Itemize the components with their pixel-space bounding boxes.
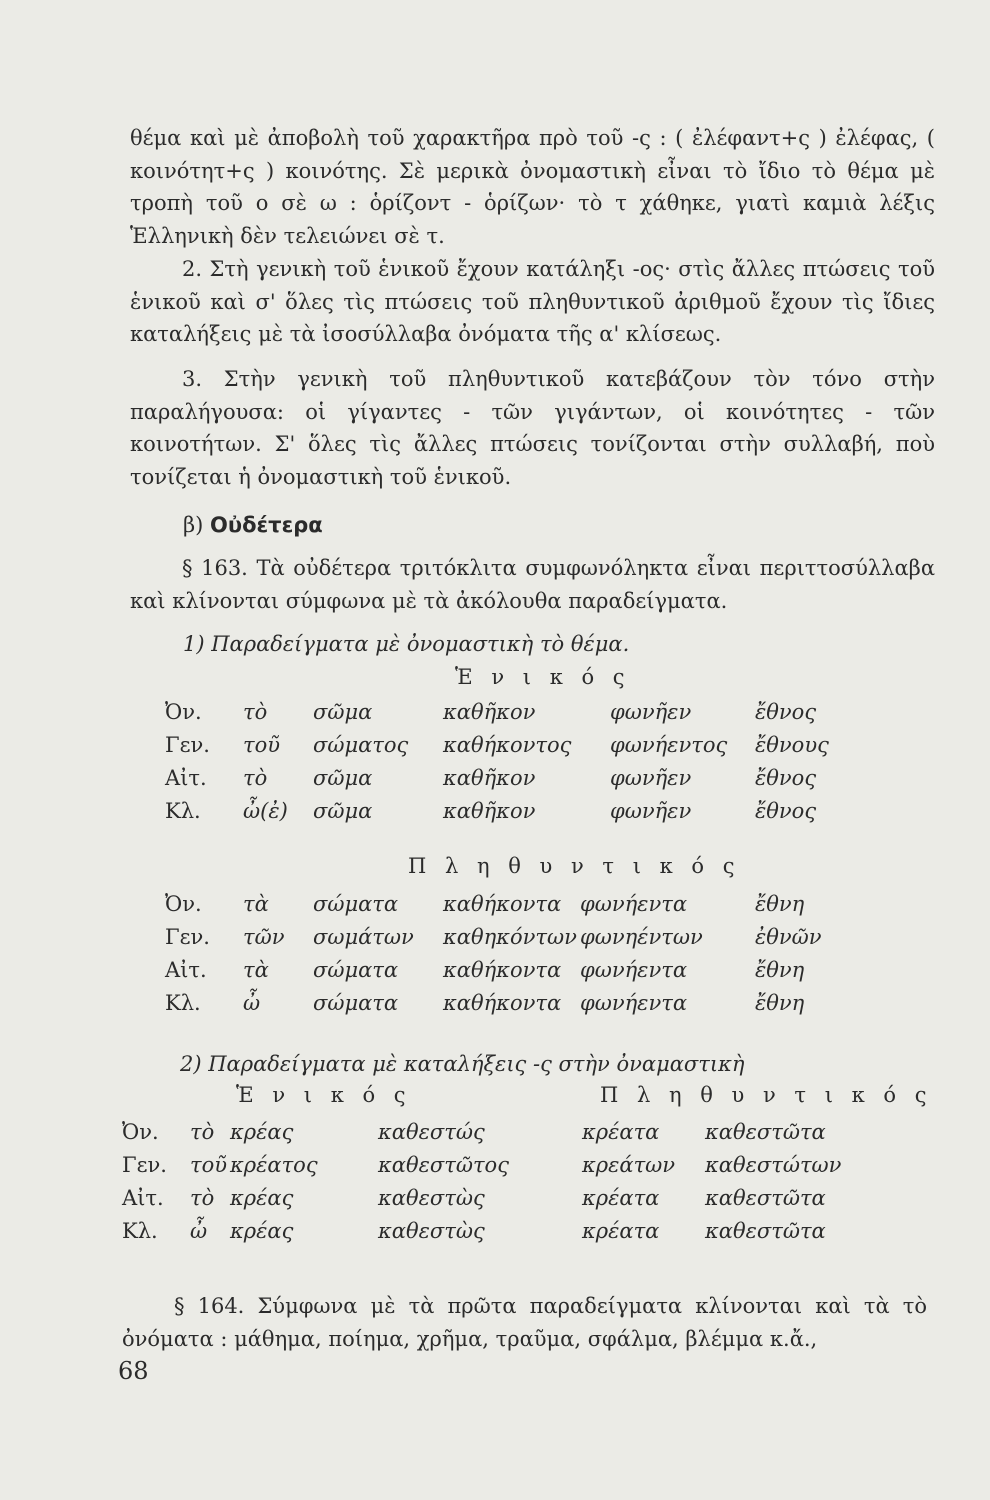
declension-form: φωνηέντων [580, 925, 703, 949]
declension-form: τὸ [243, 766, 268, 790]
declension-form: καθηκόντων [443, 925, 577, 949]
section-letter: β) [183, 513, 204, 537]
declension-form: φωνῆεν [610, 700, 692, 724]
declension-form: ἔθνη [755, 892, 805, 916]
table-row [0, 1120, 990, 1152]
example2-heading: 2) Παραδείγματα μὲ καταλήξεις -ς στὴν ὀναμαστικὴ [180, 1052, 745, 1076]
case-label: Αἰτ. [122, 1186, 164, 1210]
declension-form: ἔθνους [755, 733, 829, 757]
declension-form: σωμάτων [313, 925, 414, 949]
declension-form: τῶν [243, 925, 285, 949]
paragraph-163: § 163. Τὰ οὐδέτερα τριτόκλιτα συμφωνόληκτα εἶναι περιττοσύλλαβα καὶ κλίνονται σύμφωνα μὲ τὰ ἀκόλουθα παραδείγματα. [130, 556, 935, 613]
declension-form: καθεστῶτα [705, 1219, 826, 1243]
declension-form: σῶμα [313, 700, 373, 724]
declension-form: κρεάτων [582, 1153, 676, 1177]
declension-form: κρέατα [582, 1186, 660, 1210]
declension-form: φωνῆεν [610, 766, 692, 790]
declension-form: καθεστῶτα [705, 1120, 826, 1144]
case-label: Αἰτ. [165, 766, 207, 790]
declension-form: φωνήεντα [580, 892, 688, 916]
case-label: Γεν. [122, 1153, 167, 1177]
example1-heading: 1) Παραδείγματα μὲ ὀνομαστικὴ τὸ θέμα. [183, 632, 630, 656]
declension-form: ὦ [243, 991, 261, 1015]
declension-form: σώματα [313, 892, 399, 916]
declension-form: σώματα [313, 958, 399, 982]
table-row [0, 991, 990, 1023]
declension-form: τὰ [243, 892, 269, 916]
declension-form: σῶμα [313, 766, 373, 790]
table-row [0, 892, 990, 924]
declension-form: καθεστώς [378, 1120, 485, 1144]
declension-form: σώματος [313, 733, 409, 757]
declension-form: ἔθνος [755, 766, 817, 790]
declension-form: φωνήεντα [580, 958, 688, 982]
paragraph-164: § 164. Σύμφωνα μὲ τὰ πρῶτα παραδείγματα κλίνονται καὶ τὰ τὸ ὀνόματα : μάθημα, ποίημα, χρῆμα, τραῦμα, σφάλμα, βλέμμα κ.ἄ., [122, 1294, 927, 1351]
declension-form: κρέας [230, 1120, 294, 1144]
example2-singular-label: Ἑ ν ι κ ό ς [236, 1083, 412, 1107]
declension-form: ἔθνος [755, 799, 817, 823]
declension-form: ἔθνος [755, 700, 817, 724]
declension-form: καθεστώτων [705, 1153, 842, 1177]
declension-form: τὸ [243, 700, 268, 724]
case-label: Κλ. [165, 799, 201, 823]
declension-form: καθήκοντα [443, 892, 562, 916]
declension-form: τὸ [190, 1120, 215, 1144]
paragraph-2: 2. Στὴ γενικὴ τοῦ ἑνικοῦ ἔχουν κατάληξι -ος· στὶς ἄλλες πτώσεις τοῦ ἑνικοῦ καὶ σ' ὅλες τὶς πτώσεις τοῦ πληθυντικοῦ ἀριθμοῦ ἔχουν τὶς ἴδιες καταλήξεις μὲ τὰ ἰσοσύλλαβα ὀνόματα τῆς α' κλίσεως. [130, 257, 935, 346]
case-label: Αἰτ. [165, 958, 207, 982]
declension-form: φωνήεντα [580, 991, 688, 1015]
paragraph-3: 3. Στὴν γενικὴ τοῦ πληθυντικοῦ κατεβάζουν τὸν τόνο στὴν παραλήγουσα: οἱ γίγαντες - τῶν γιγάντων, οἱ κοινότητες - τῶν κοινοτήτων. Σ' ὅλες τὶς ἄλλες πτώσεις τονίζονται στὴν συλλαβή, ποὺ τονίζεται ἡ ὀνομαστικὴ τοῦ ἑνικοῦ. [130, 367, 935, 489]
declension-form: φωνῆεν [610, 799, 692, 823]
case-label: Γεν. [165, 925, 210, 949]
example1-plural-label: Π λ η θ υ ν τ ι κ ό ς [408, 854, 741, 878]
declension-form: καθήκοντα [443, 991, 562, 1015]
case-label: Ὀν. [122, 1120, 159, 1144]
declension-form: κρέατα [582, 1219, 660, 1243]
declension-form: καθῆκον [443, 799, 536, 823]
example2-plural-label: Π λ η θ υ ν τ ι κ ό ς [600, 1083, 933, 1107]
page-number: 68 [118, 1357, 149, 1385]
section-title: Οὐδέτερα [210, 513, 323, 537]
declension-form: τὸ [190, 1186, 215, 1210]
paragraph-intro: θέμα καὶ μὲ ἀποβολὴ τοῦ χαρακτῆρα πρὸ τοῦ -ς : ( ἐλέφαντ+ς ) ἐλέφας, ( κοινότητ+ς ) κοινότης. Σὲ μερικὰ ὀνομαστικὴ εἶναι τὸ ἴδιο τὸ θέμα μὲ τροπὴ τοῦ ο σὲ ω : ὁρίζοντ - ὁρίζων· τὸ τ χάθηκε, γιατὶ καμιὰ λέξις Ἑλληνικὴ δὲν τελειώνει σὲ τ. [130, 126, 935, 248]
declension-form: καθεστὼς [378, 1219, 485, 1243]
table-row [0, 958, 990, 990]
declension-form: καθῆκον [443, 766, 536, 790]
declension-form: ἔθνη [755, 958, 805, 982]
declension-form: ἐθνῶν [755, 925, 822, 949]
declension-form: καθήκοντα [443, 958, 562, 982]
case-label: Ὀν. [165, 700, 202, 724]
declension-form: ὦ [190, 1219, 208, 1243]
declension-form: ἔθνη [755, 991, 805, 1015]
table-row [0, 700, 990, 732]
table-row [0, 1219, 990, 1251]
declension-form: καθεστῶτα [705, 1186, 826, 1210]
case-label: Κλ. [122, 1219, 158, 1243]
declension-form: κρέατος [230, 1153, 318, 1177]
declension-form: καθεστῶτος [378, 1153, 509, 1177]
declension-form: καθεστὼς [378, 1186, 485, 1210]
section-heading [183, 513, 323, 537]
declension-form: κρέας [230, 1186, 294, 1210]
table-row [0, 766, 990, 798]
declension-form: τοῦ [243, 733, 281, 757]
declension-form: σῶμα [313, 799, 373, 823]
table-row [0, 733, 990, 765]
case-label: Γεν. [165, 733, 210, 757]
declension-form: καθήκοντος [443, 733, 572, 757]
declension-form: κρέατα [582, 1120, 660, 1144]
declension-form: τοῦ [190, 1153, 228, 1177]
case-label: Ὀν. [165, 892, 202, 916]
declension-form: σώματα [313, 991, 399, 1015]
declension-form: καθῆκον [443, 700, 536, 724]
table-row [0, 1186, 990, 1218]
example1-singular-label: Ἑ ν ι κ ό ς [455, 665, 631, 689]
declension-form: φωνήεντος [610, 733, 728, 757]
table-row [0, 1153, 990, 1185]
table-row [0, 799, 990, 831]
declension-form: κρέας [230, 1219, 294, 1243]
declension-form: τὰ [243, 958, 269, 982]
declension-form: ὦ(ἐ) [243, 799, 288, 823]
case-label: Κλ. [165, 991, 201, 1015]
table-row [0, 925, 990, 957]
